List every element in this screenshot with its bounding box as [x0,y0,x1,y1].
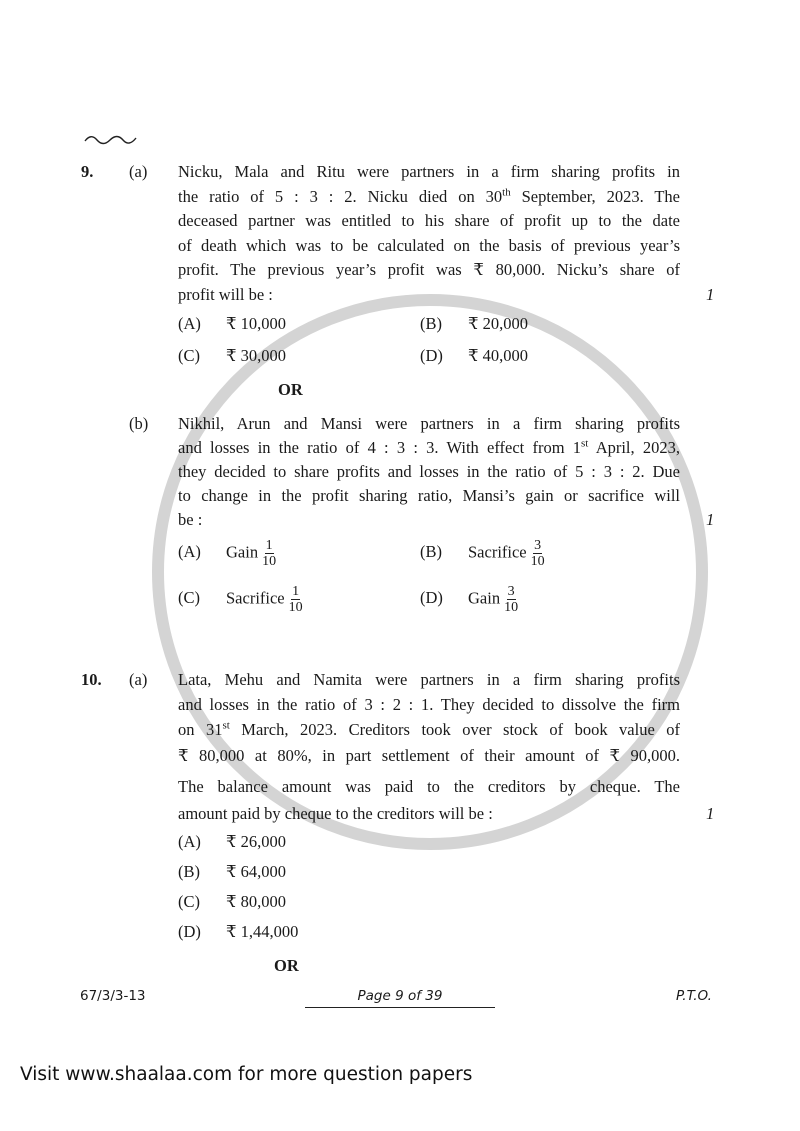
option-label: (A) [178,832,201,851]
option-text: ₹ 80,000 [226,892,286,911]
option-text: Sacrifice [226,588,285,608]
question-text: The balance amount was paid to the creditors by cheque. The [178,777,680,796]
text: the ratio of 5 : 3 : 2. Nicku died on 30 [178,187,503,206]
text: September, 2023. The [510,187,680,206]
question-text [178,187,680,207]
option-label: (B) [420,314,442,333]
option-text: Sacrifice [468,542,527,562]
marks: 1 [706,510,715,529]
text: April, 2023, [588,438,680,457]
question-text: and losses in the ratio of 3 : 2 : 1. They decided to dissolve the firm [178,695,680,714]
option-text: ₹ 64,000 [226,862,286,881]
option-label: (C) [178,588,200,608]
question-text [178,720,680,740]
option-label: (D) [420,588,443,608]
option-text: ₹ 26,000 [226,832,286,851]
subpart-label: (a) [129,162,148,181]
option-label: (C) [178,346,200,365]
text: on 31 [178,720,223,739]
option [178,584,303,615]
marks: 1 [706,285,715,304]
fraction [262,538,276,569]
option [178,346,286,366]
option [420,346,528,366]
question-text: deceased partner was entitled to his share of profit up to the date [178,211,680,230]
denominator: 10 [530,554,545,569]
numerator: 1 [265,538,273,553]
option-label: (D) [420,346,443,365]
option-text: Gain [226,542,259,562]
or-separator: OR [274,956,299,975]
numerator: 3 [534,538,542,553]
fraction [289,584,303,615]
question-text [178,438,680,458]
fraction [504,584,518,615]
pto-label: P.T.O. [676,988,712,1004]
fraction [531,538,545,569]
numerator: 1 [292,584,300,599]
promo-link[interactable]: Visit www.shaalaa.com for more question papers [20,1064,473,1085]
question-text: ₹ 80,000 at 80%, in part settlement of their amount of ₹ 90,000. [178,746,680,765]
question-text: they decided to share profits and losses in the ratio of 5 : 3 : 2. Due [178,462,680,481]
question-text: to change in the profit sharing ratio, Mansi’s gain or sacrifice will [178,486,680,505]
option-text: Gain [468,588,501,608]
option-label: (A) [178,314,201,333]
question-text: of death which was to be calculated on the basis of previous year’s [178,236,680,255]
question-text: be : [178,510,203,529]
option [420,538,545,569]
option [178,538,276,569]
paper-code: 67/3/3-13 [80,988,146,1004]
question-text: amount paid by cheque to the creditors will be : [178,804,493,823]
option-text: ₹ 10,000 [226,314,286,333]
denominator: 10 [504,600,519,615]
or-separator: OR [278,380,303,399]
superscript: st [581,437,589,450]
question-text: profit will be : [178,285,273,304]
denominator: 10 [262,554,277,569]
question-number: 9. [81,162,94,181]
option-text: ₹ 30,000 [226,346,286,365]
option-label: (B) [178,862,200,881]
text: and losses in the ratio of 4 : 3 : 3. With effect from 1 [178,438,582,457]
superscript: th [502,186,511,199]
option [178,862,286,882]
option-label: (B) [420,542,442,562]
option [178,892,286,912]
option-label: (C) [178,892,200,911]
option-text: ₹ 1,44,000 [226,922,299,941]
subpart-label: (b) [129,414,149,433]
decorative-wave-icon [84,132,140,146]
option-label: (A) [178,542,201,562]
subpart-label: (a) [129,670,148,689]
question-number: 10. [81,670,102,689]
question-text: Lata, Mehu and Namita were partners in a firm sharing profits [178,670,680,689]
denominator: 10 [288,600,303,615]
numerator: 3 [507,584,515,599]
superscript: st [222,719,230,732]
question-text: Nikhil, Arun and Mansi were partners in a firm sharing profits [178,414,680,433]
option [178,314,286,334]
option [178,922,298,942]
option-text: ₹ 40,000 [468,346,528,365]
question-text: profit. The previous year’s profit was ₹ 80,000. Nicku’s share of [178,260,680,279]
option [178,832,286,852]
marks: 1 [706,804,715,823]
page-number: Page 9 of 39 [305,988,495,1008]
text: March, 2023. Creditors took over stock of book value of [229,720,680,739]
question-text: Nicku, Mala and Ritu were partners in a firm sharing profits in [178,162,680,181]
option-label: (D) [178,922,201,941]
option [420,314,528,334]
option-text: ₹ 20,000 [468,314,528,333]
option [420,584,518,615]
